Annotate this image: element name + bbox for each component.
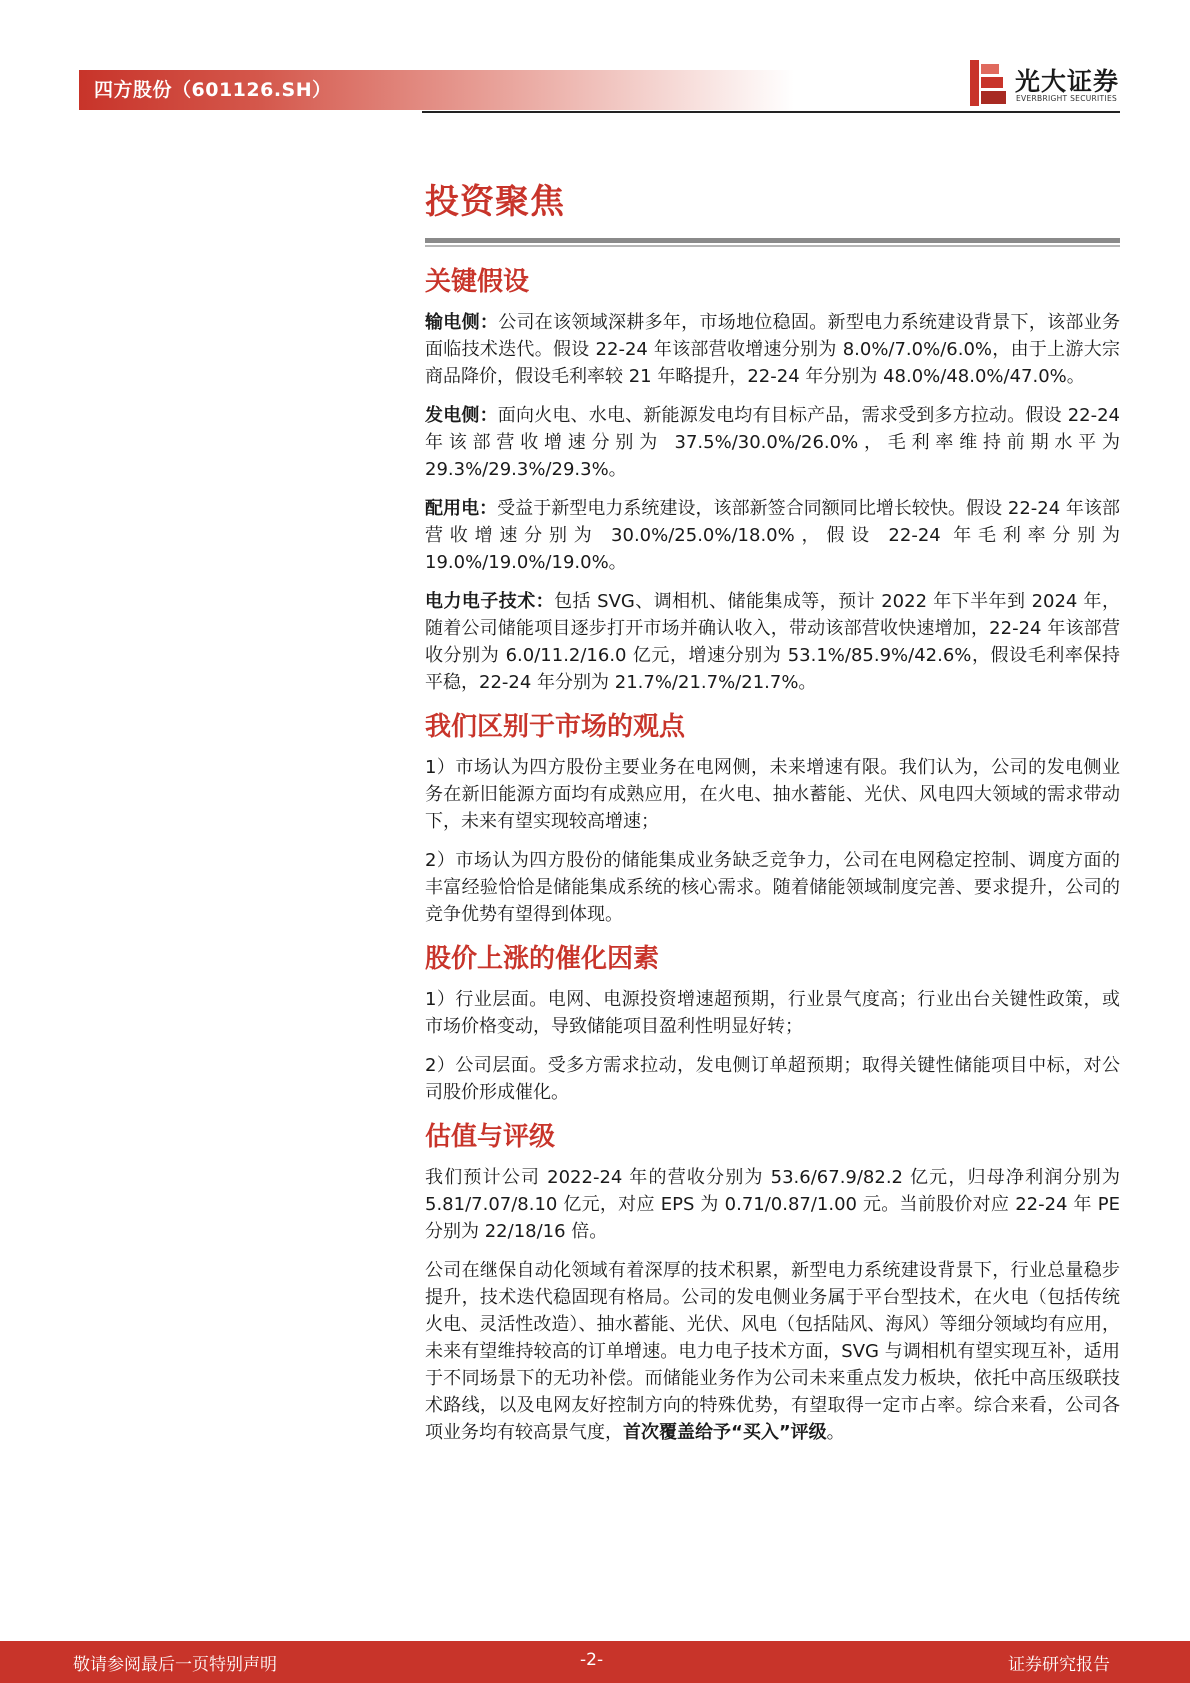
paragraph-valuation-2 [425, 1257, 1120, 1446]
paragraph-catalyst-1: 1）行业层面。电网、电源投资增速超预期，行业景气度高；行业出台关键性政策，或市场价格变动，导致储能项目盈利性明显好转； [425, 989, 1120, 1037]
paragraph-power-electronics [425, 588, 1120, 696]
lead-distribution: 配用电： [425, 498, 498, 519]
paragraph-view-1: 1）市场认为四方股份主要业务在电网侧，未来增速有限。我们认为，公司的发电侧业务在新旧能源方面均有成熟应用，在火电、抽水蓄能、光伏、风电四大领域的需求带动下，未来有望实现较高增速； [425, 757, 1120, 832]
paragraph-distribution [425, 495, 1120, 576]
body-transmission: 公司在该领域深耕多年，市场地位稳固。新型电力系统建设背景下，该部业务面临技术迭代。假设 22-24 年该部营收增速分别为 8.0%/7.0%/6.0%，由于上游大宗商品降价，假设毛利率较 21 年略提升，22-24 年分别为 48.0%/48.0%/47.0%。 [425, 312, 1121, 387]
page-title: 投资聚焦 [425, 182, 565, 222]
lead-transmission: 输电侧： [425, 312, 499, 333]
paragraph-transmission [425, 309, 1120, 390]
section-title-assumptions: 关键假设 [425, 267, 530, 297]
everbright-logo-icon [970, 60, 1006, 106]
header-divider [422, 111, 1120, 113]
valuation-end-punct: 。 [826, 1422, 845, 1443]
section-title-valuation: 估值与评级 [425, 1122, 556, 1152]
stock-title: 四方股份（601126.SH） [94, 79, 332, 101]
section-title-catalysts: 股价上涨的催化因素 [425, 944, 660, 974]
body-power-electronics: 包括 SVG、调相机、储能集成等，预计 2022 年下半年到 2024 年，随着公司储能项目逐步打开市场并确认收入，带动该部营收快速增加，22-24 年该部营收分别为 6.0/11.2/16.0 亿元，增速分别为 53.1%/85.9%/42.6%，假设毛利率保持平稳，22-24 年分别为 21.7%/21.7%/21.7%。 [425, 591, 1120, 693]
rating-statement: 首次覆盖给予“买入”评级 [623, 1422, 827, 1443]
body-distribution: 受益于新型电力系统建设，该部新签合同额同比增长较快。假设 22-24 年该部营收增速分别为 30.0%/25.0%/18.0%，假设 22-24 年毛利率分别为 19.0%/19.0%/19.0%。 [425, 498, 1120, 573]
section-title-different-view: 我们区别于市场的观点 [425, 712, 686, 742]
footer-report-type: 证券研究报告 [1008, 1655, 1110, 1675]
paragraph-generation [425, 402, 1120, 483]
paragraph-catalyst-2: 2）公司层面。受多方需求拉动，发电侧订单超预期；取得关键性储能项目中标，对公司股价形成催化。 [425, 1055, 1120, 1103]
body-generation: 面向火电、水电、新能源发电均有目标产品，需求受到多方拉动。假设 22-24 年该部营收增速分别为 37.5%/30.0%/26.0%，毛利率维持前期水平为 29.3%/29.3%/29.3%。 [425, 405, 1120, 480]
footer-bar [0, 1641, 1190, 1683]
logo-text-en: EVERBRIGHT SECURITIES [1016, 94, 1118, 103]
page-number: -2- [580, 1650, 604, 1670]
paragraph-valuation-1: 我们预计公司 2022-24 年的营收分别为 53.6/67.9/82.2 亿元，归母净利润分别为 5.81/7.07/8.10 亿元，对应 EPS 为 0.71/0.87/1.00 元。当前股价对应 22-24 年 PE 分别为 22/18/16 倍。 [425, 1167, 1120, 1242]
body-valuation-2: 公司在继保自动化领域有着深厚的技术积累，新型电力系统建设背景下，行业总量稳步提升，技术迭代稳固现有格局。公司的发电侧业务属于平台型技术，在火电（包括传统火电、灵活性改造）、抽水蓄能、光伏、风电（包括陆风、海风）等细分领域均有应用，未来有望维持较高的订单增速。电力电子技术方面，SVG 与调相机有望实现互补，适用于不同场景下的无功补偿。而储能业务作为公司未来重点发力板块，依托中高压级联技术路线，以及电网友好控制方向的特殊优势，有望取得一定市占率。综合来看，公司各项业务均有较高景气度， [425, 1260, 1120, 1443]
main-content [425, 178, 1120, 1458]
lead-generation: 发电侧： [425, 405, 498, 426]
paragraph-view-2: 2）市场认为四方股份的储能集成业务缺乏竞争力，公司在电网稳定控制、调度方面的丰富经验恰恰是储能集成系统的核心需求。随着储能领域制度完善、要求提升，公司的竞争优势有望得到体现。 [425, 850, 1120, 925]
lead-power-electronics: 电力电子技术： [425, 591, 555, 612]
logo-text-cn: 光大证券 [1015, 67, 1120, 96]
brand-logo [970, 58, 1120, 108]
title-divider [425, 238, 1120, 243]
title-divider-thin [425, 245, 1120, 247]
footer-disclaimer: 敬请参阅最后一页特别声明 [73, 1655, 277, 1675]
